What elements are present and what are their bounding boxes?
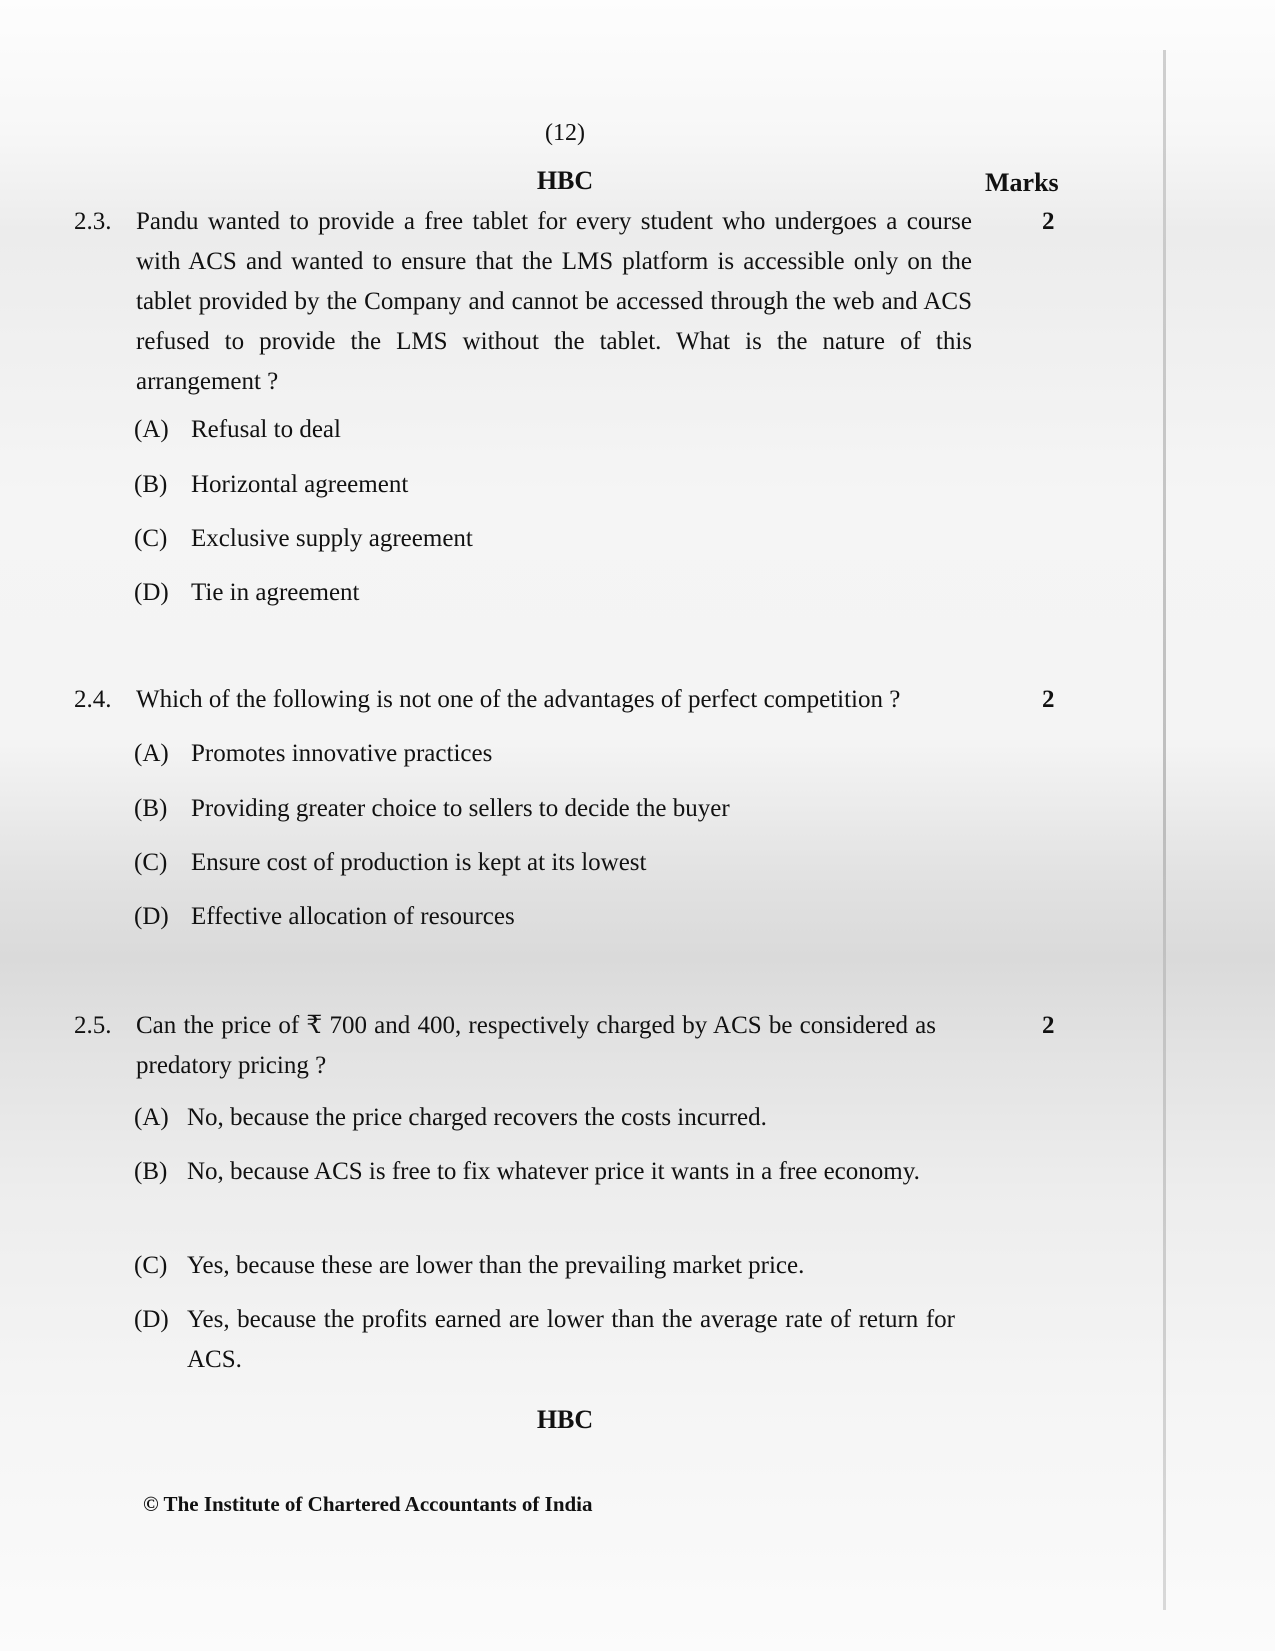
copyright-notice: © The Institute of Chartered Accountants of India — [143, 1492, 593, 1516]
option-letter: (D) — [134, 903, 169, 930]
question-text: Can the price of ₹ 700 and 400, respectively charged by ACS be considered as predatory pricing ? — [136, 1012, 936, 1079]
option-text: Yes, because these are lower than the prevailing market price. — [187, 1252, 805, 1279]
page-number: (12) — [545, 120, 585, 146]
option-letter: (B) — [134, 1158, 168, 1185]
marks-column-heading: Marks — [985, 168, 1059, 197]
option-text: Horizontal agreement — [191, 471, 409, 498]
paper-code-footer: HBC — [536, 1405, 594, 1434]
question-number: 2.5. — [74, 1012, 112, 1039]
option-text: Yes, because the profits earned are lower than the average rate of return for ACS. — [187, 1306, 955, 1373]
question-number: 2.4. — [74, 686, 112, 713]
option-text: Exclusive supply agreement — [191, 525, 473, 552]
option-text: No, because the price charged recovers the costs incurred. — [187, 1104, 767, 1131]
option-letter: (B) — [134, 795, 168, 822]
question-marks: 2 — [1042, 208, 1055, 235]
option-letter: (C) — [134, 1252, 168, 1279]
option-letter: (C) — [134, 849, 168, 876]
option-text: Effective allocation of resources — [191, 903, 515, 930]
option-letter: (C) — [134, 525, 168, 552]
question-text: Which of the following is not one of the advantages of perfect competition ? — [136, 686, 901, 713]
option-letter: (D) — [134, 1306, 169, 1333]
option-letter: (A) — [134, 1104, 169, 1131]
option-letter: (A) — [134, 416, 169, 443]
question-number: 2.3. — [74, 208, 112, 235]
option-text: Promotes innovative practices — [191, 740, 493, 767]
option-text: Providing greater choice to sellers to decide the buyer — [191, 795, 730, 822]
question-marks: 2 — [1042, 1012, 1055, 1039]
page-fold-line — [1163, 50, 1166, 1610]
option-letter: (D) — [134, 579, 169, 606]
option-letter: (A) — [134, 740, 169, 767]
option-text: Tie in agreement — [191, 579, 360, 606]
option-text: Ensure cost of production is kept at its lowest — [191, 849, 647, 876]
question-text: Pandu wanted to provide a free tablet for every student who undergoes a course with ACS and wanted to ensure that the LMS platform is accessible only on the tablet provided by the Company and cannot be accessed through the web and ACS refused to provide the LMS without the tablet. What is the nature of this arrangement ? — [136, 208, 972, 395]
option-text: Refusal to deal — [191, 416, 341, 443]
question-marks: 2 — [1042, 686, 1055, 713]
option-letter: (B) — [134, 471, 168, 498]
paper-code-header: HBC — [536, 166, 594, 195]
option-text: No, because ACS is free to fix whatever price it wants in a free economy. — [187, 1158, 920, 1185]
